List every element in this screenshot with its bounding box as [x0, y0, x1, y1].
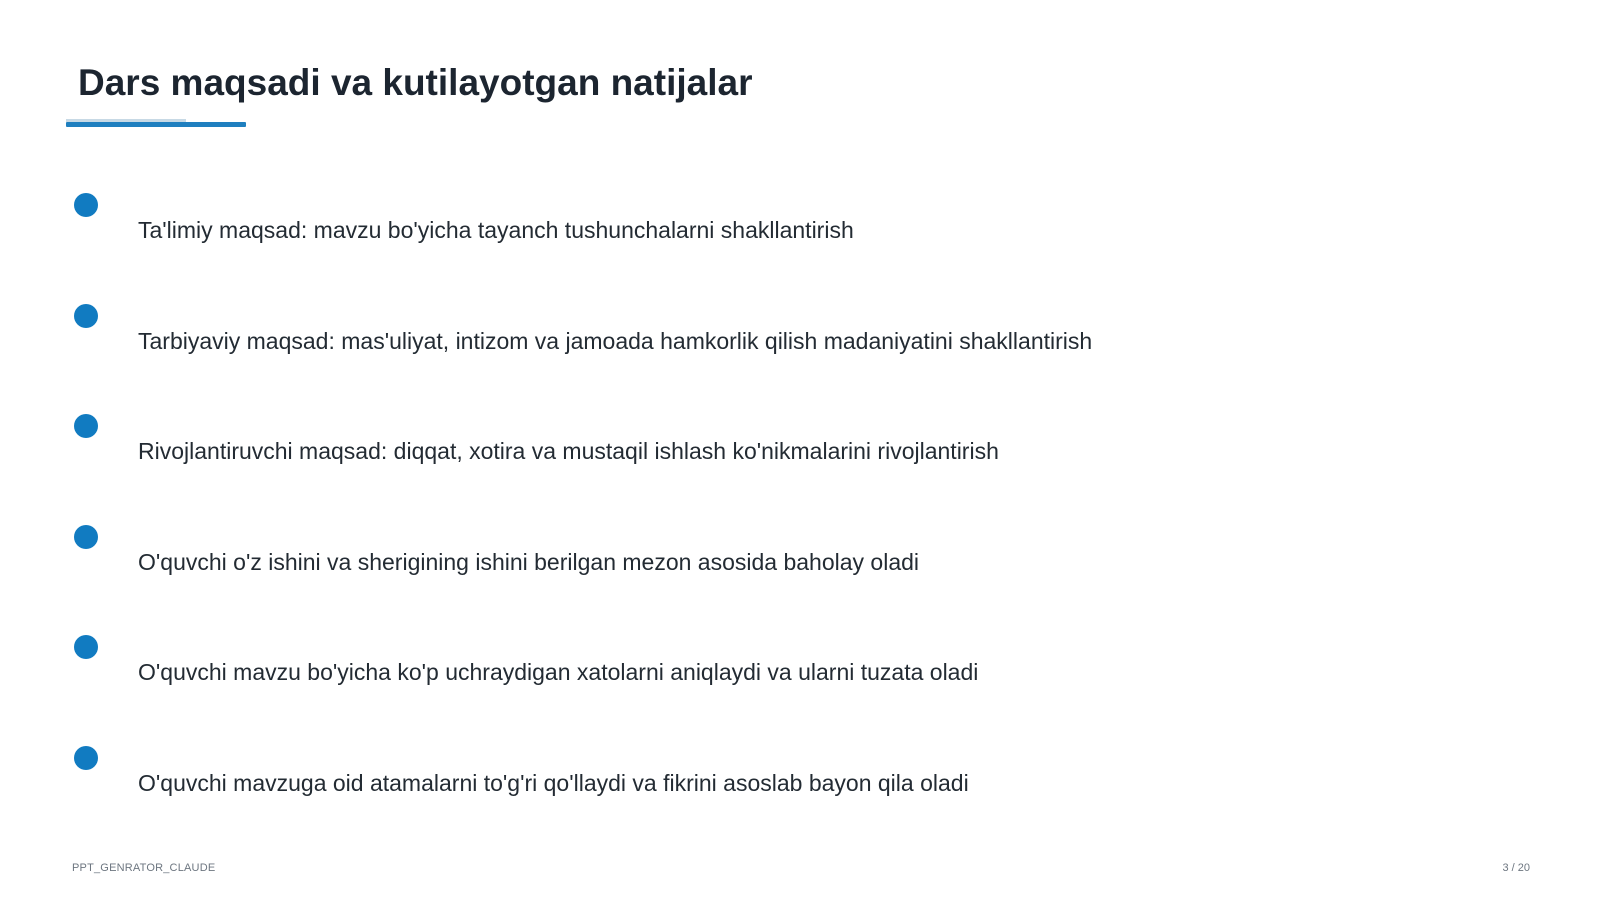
list-item — [0, 746, 1600, 806]
list-item — [0, 635, 1600, 695]
list-item-text: Ta'limiy maqsad: mavzu bo'yicha tayanch tushunchalarni shakllantirish — [138, 217, 854, 243]
bullet-dot-icon — [74, 635, 98, 659]
page-number: 3 / 20 — [1502, 862, 1530, 874]
list-item-text: O'quvchi mavzu bo'yicha ko'p uchraydigan xatolarni aniqlaydi va ularni tuzata oladi — [138, 659, 979, 685]
list-item — [0, 193, 1600, 253]
list-item-text: Tarbiyaviy maqsad: mas'uliyat, intizom va jamoada hamkorlik qilish madaniyatini shakllantirish — [138, 328, 1093, 354]
list-item-text: O'quvchi mavzuga oid atamalarni to'g'ri qo'llaydi va fikrini asoslab bayon qila oladi — [138, 770, 969, 796]
bullet-dot-icon — [74, 746, 98, 770]
list-item — [0, 414, 1600, 474]
bullet-dot-icon — [74, 193, 98, 217]
list-item — [0, 525, 1600, 585]
bullet-dot-icon — [74, 414, 98, 438]
list-item-text: O'quvchi o'z ishini va sherigining ishini berilgan mezon asosida baholay oladi — [138, 549, 920, 575]
bullet-dot-icon — [74, 525, 98, 549]
bullet-dot-icon — [74, 304, 98, 328]
list-item-text: Rivojlantiruvchi maqsad: diqqat, xotira va mustaqil ishlash ko'nikmalarini rivojlantirish — [138, 438, 999, 464]
footer-source-label: PPT_GENRATOR_CLAUDE — [72, 862, 216, 874]
list-item — [0, 304, 1600, 364]
slide-title: Dars maqsadi va kutilayotgan natijalar — [78, 62, 753, 103]
